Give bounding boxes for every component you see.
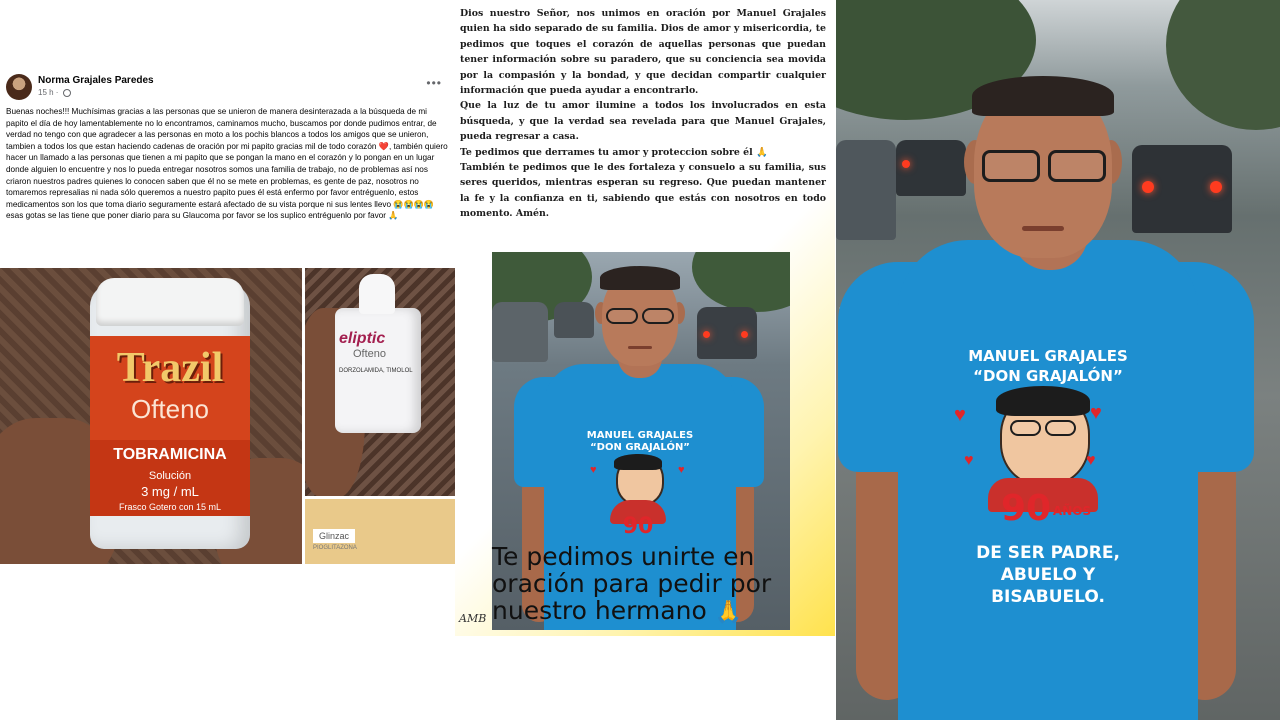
bottle-cap bbox=[96, 278, 244, 326]
post-body: Buenas noches!!! Muchísimas gracias a las personas que se unieron de manera desinterazada a la búsqueda de mi papito el día de hoy lamentablemente no lo encontramos, caminamos mucho, buscamos por donde pudimos entrar, de verdad no tengo con que agradecer a las personas en moto a los pochis blancos a todos los amigos que se unieron, tambien a todos los que estan haciendo cadenas de oración por mi papito gracias mil de todo corazón ❤️, también quiero hacer un llamado a las personas que tienen a mi papito que se pongan la mano en el corazón y lo pongan en un lugar donde alguien lo encuentre y nos lo pueda entregar nosotros somos una familia de trabajo, no de problemas así nos criaron nuestros padres quienes lo conocen saben que él no se mete en problemas, es gente de paz, nosotros no tomaremos represalias ni nada sólo queremos a nuestro papito pues él está enfermo por favor entréguenlo, estos medicamentos son los que toma diario seguramente estará afectado de su vista porque ni sus lentes llevo 😭😭😭😭 esas gotas se las tiene que poner diario para su Glaucoma por favor se los suplico entréguenlo por favor 🙏 bbox=[6, 107, 448, 221]
post-meta: 15 h · bbox=[38, 88, 71, 97]
prayer-caption bbox=[492, 543, 822, 626]
post-time[interactable]: 15 h bbox=[38, 88, 54, 97]
tail-light bbox=[902, 160, 910, 168]
avatar[interactable] bbox=[6, 74, 32, 100]
facebook-post bbox=[0, 0, 455, 720]
post-header bbox=[6, 72, 446, 102]
tail-light bbox=[703, 331, 710, 338]
prayer-text bbox=[460, 6, 826, 222]
glasses-lens bbox=[606, 308, 638, 324]
photo-glinzac[interactable] bbox=[305, 499, 455, 564]
cartoon-hair-shape bbox=[614, 454, 662, 470]
prayer-paragraph: Dios nuestro Señor, nos unimos en oración por Manuel Grajales quien ha sido separado de su familia. Dios de amor y misericordia, te pedimos que toques el corazón de aquellas personas que puedan tener información sobre su paradero, que su conciencia sea movida por la compasión y la bondad, y que decidan compartir cualquier información que pueda ayudar a encontrarlo. bbox=[460, 8, 826, 97]
medicine-form: Solución bbox=[148, 470, 192, 482]
shirt-text bbox=[552, 430, 728, 454]
tail-light bbox=[1210, 181, 1222, 193]
prayer-paragraph: También te pedimos que le des fortaleza y consuelo a su familia, sus seres queridos, mientras esperan su regreso. Que puedan mantener la fe y la confianza en ti, sabiendo que estás con nosotros en todo momento. Amén. bbox=[460, 162, 826, 220]
car-shape bbox=[492, 302, 548, 362]
medicine-sub: Ofteno bbox=[130, 394, 210, 424]
shirt-text bbox=[928, 542, 1168, 608]
trazil-bottle bbox=[90, 284, 250, 549]
heart-icon: ♥ bbox=[954, 404, 966, 426]
medicine-brand: eliptic bbox=[339, 330, 386, 347]
tree-shape bbox=[692, 252, 790, 312]
more-options-icon[interactable]: ••• bbox=[426, 76, 442, 90]
medicine-drug: DORZOLAMIDA, TIMOLOL bbox=[339, 368, 413, 374]
praying-hands-icon: 🙏 bbox=[714, 600, 743, 625]
glasses-lens bbox=[1045, 420, 1076, 436]
glasses-lens bbox=[642, 308, 674, 324]
shirt-line: MANUEL GRAJALES bbox=[968, 347, 1128, 365]
glasses-icon bbox=[982, 150, 1106, 182]
cartoon-glasses-icon bbox=[1010, 420, 1076, 436]
medicine-dose: 3 mg / mL bbox=[141, 484, 199, 499]
man-portrait bbox=[836, 0, 1280, 720]
bottle-label bbox=[90, 336, 250, 516]
glasses-icon bbox=[606, 308, 674, 324]
heart-icon: ♥ bbox=[964, 452, 974, 469]
shirt-line: MANUEL GRAJALES bbox=[586, 430, 694, 441]
tail-light bbox=[741, 331, 748, 338]
prayer-image bbox=[455, 0, 835, 720]
shirt-number: 90 bbox=[622, 514, 654, 539]
heart-icon: ♥ bbox=[590, 464, 597, 476]
prayer-paragraph: Te pedimos que derrames tu amor y proteccion sobre él 🙏 bbox=[460, 146, 768, 158]
hair-shape bbox=[972, 76, 1114, 116]
caption-text: Te pedimos unirte en oración para pedir por nuestro hermano bbox=[492, 542, 772, 625]
shirt-line: DE SER PADRE, bbox=[976, 543, 1120, 563]
glasses-lens bbox=[1010, 420, 1041, 436]
mouth-shape bbox=[628, 346, 652, 349]
shirt-text bbox=[928, 346, 1168, 386]
medicine-package: Frasco Gotero con 15 mL bbox=[118, 502, 222, 512]
shirt-line: ABUELO Y bbox=[1000, 565, 1096, 585]
shirt-line: “DON GRAJALÓN” bbox=[590, 442, 690, 453]
shirt-number: 90 bbox=[1000, 488, 1052, 529]
heart-icon: ♥ bbox=[1090, 402, 1102, 424]
medicine-brand: Trazil bbox=[116, 345, 224, 391]
shirt-line: “DON GRAJALÓN” bbox=[973, 367, 1123, 385]
post-photos bbox=[0, 268, 455, 564]
glasses-lens bbox=[1048, 150, 1106, 182]
mouth-shape bbox=[1022, 226, 1064, 231]
cartoon-hair-shape bbox=[996, 386, 1090, 416]
photo-eliptic[interactable] bbox=[305, 268, 455, 496]
car-shape bbox=[697, 307, 757, 359]
heart-icon: ♥ bbox=[678, 464, 685, 476]
car-shape bbox=[1132, 145, 1232, 233]
vial-tip bbox=[359, 274, 395, 314]
globe-icon bbox=[63, 89, 71, 97]
tree-shape bbox=[1166, 0, 1280, 130]
eliptic-vial bbox=[335, 308, 421, 433]
hair-shape bbox=[600, 266, 680, 290]
glasses-lens bbox=[982, 150, 1040, 182]
medicine-sub: Ofteno bbox=[353, 348, 387, 360]
car-shape bbox=[836, 140, 896, 240]
photo-trazil[interactable] bbox=[0, 268, 302, 564]
medicine-brand: Glinzac bbox=[313, 529, 355, 543]
medicine-drug: TOBRAMICINA bbox=[113, 446, 227, 463]
tail-light bbox=[1142, 181, 1154, 193]
heart-icon: ♥ bbox=[1086, 452, 1096, 469]
medicine-sub: PIOGLITAZONA bbox=[313, 545, 357, 551]
author-name[interactable]: Norma Grajales Paredes bbox=[38, 75, 154, 86]
prayer-paragraph: Que la luz de tu amor ilumine a todos los involucrados en esta búsqueda, y que la verdad sea revelada para que Manuel Grajales, pueda regresar a casa. bbox=[460, 100, 826, 143]
shirt-line: BISABUELO. bbox=[991, 587, 1105, 607]
car-shape bbox=[896, 140, 966, 196]
car-shape bbox=[554, 302, 594, 338]
signature: AMB bbox=[459, 612, 487, 625]
shirt-years: AÑOS bbox=[1052, 504, 1092, 518]
